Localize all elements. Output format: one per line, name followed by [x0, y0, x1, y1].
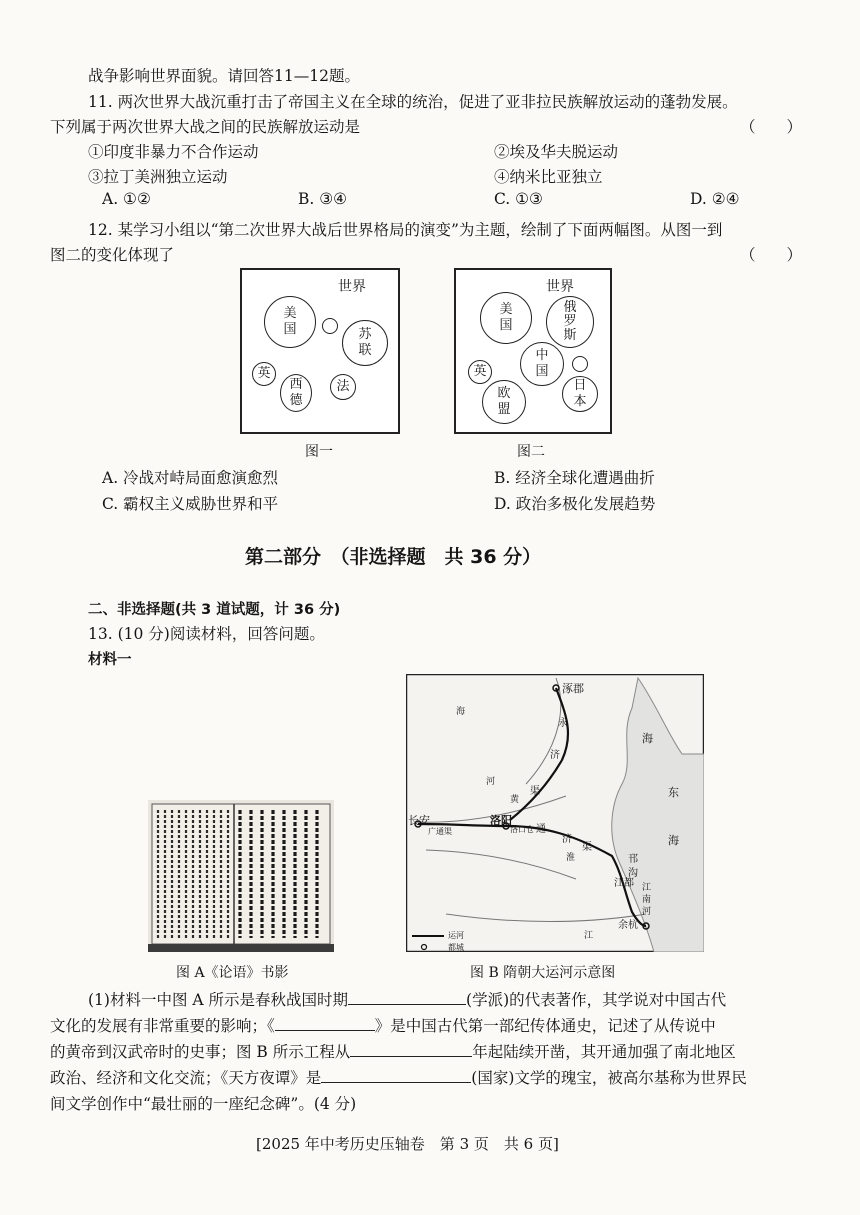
- q12-answer-paren: （ ）: [739, 246, 802, 264]
- canal-yongji-2: 济: [550, 750, 560, 761]
- page-footer: [2025 年中考历史压轴卷 第 3 页 共 6 页]: [256, 1135, 559, 1153]
- q13-1-text-f: 年起陆续开凿，其开通加强了南北地区: [472, 1043, 736, 1061]
- legend-capital: 都城: [448, 943, 464, 952]
- canal-jiangnan-1: 江: [642, 883, 652, 893]
- q13-1-text-c: 文化的发展有非常重要的影响；《: [50, 1017, 275, 1035]
- q11-option-c: C. ①③: [494, 190, 543, 208]
- figure-1-diagram: [240, 268, 400, 434]
- map-label-jiangdu: 江都: [614, 878, 634, 889]
- fig2-us-circle: 美 国: [480, 292, 532, 344]
- q13-stem: 13. (10 分)阅读材料，回答问题。: [88, 625, 325, 643]
- q11-item-3: ③拉丁美洲独立运动: [88, 168, 228, 186]
- fig1-world-label: 世界: [338, 279, 366, 295]
- canal-hangou-2: 沟: [628, 868, 638, 879]
- map-label-changan: 长安: [408, 814, 430, 827]
- map-label-zhuojun: 涿郡: [562, 682, 584, 695]
- sea-sea: 海: [668, 834, 679, 847]
- section-heading: 二、非选择题(共 3 道试题，计 36 分): [88, 602, 341, 618]
- river-huanghe: 黄: [510, 795, 520, 805]
- fig2-russia-circle: 俄 罗 斯: [546, 296, 594, 348]
- blank-country[interactable]: [321, 1067, 471, 1083]
- sea-east: 东: [668, 786, 679, 799]
- q13-1-line2: [50, 1014, 716, 1036]
- q12-stem-line1: 12. 某学习小组以“第二次世界大战后世界格局的演变”为主题，绘制了下面两幅图。从图一到: [88, 221, 723, 239]
- q13-1-line1: [88, 988, 726, 1010]
- legend-canal: 运河: [448, 931, 464, 940]
- river-hai-2: 河: [486, 777, 496, 787]
- q13-1-line3: [50, 1040, 736, 1062]
- q12-option-a: A. 冷战对峙局面愈演愈烈: [102, 469, 279, 487]
- part2-title: 第二部分 （非选择题 共 36 分）: [245, 546, 542, 568]
- fig2-china-circle: 中 国: [520, 342, 564, 386]
- q12-option-d: D. 政治多极化发展趋势: [494, 495, 656, 513]
- canal-tongji-2: 济: [562, 834, 572, 845]
- map-label-yuhang: 余杭: [618, 920, 638, 931]
- fig1-small-circle: [322, 318, 338, 334]
- canal-yongji-3: 渠: [530, 786, 540, 797]
- figure-a-caption: 图 A《论语》书影: [176, 965, 289, 981]
- figure-a-book-image: [148, 800, 334, 952]
- blank-year[interactable]: [350, 1041, 472, 1057]
- q11-item-4: ④纳米比亚独立: [494, 168, 603, 186]
- q13-1-text-a: (1)材料一中图 A 所示是春秋战国时期: [88, 991, 349, 1009]
- q11-stem-line1: 11. 两次世界大战沉重打击了帝国主义在全球的统治，促进了亚非拉民族解放运动的蓬勃发展。: [88, 93, 738, 111]
- canal-yongji-1: 永: [558, 718, 568, 729]
- q11-answer-paren: （ ）: [739, 118, 802, 136]
- material1-label: 材料一: [88, 652, 132, 668]
- q12-stem-line2: 图二的变化体现了: [50, 246, 175, 264]
- figure-2-caption: 图二: [517, 444, 545, 460]
- q13-1-text-g: 政治、经济和文化交流；《天方夜谭》是: [50, 1069, 322, 1087]
- fig2-uk-circle: 英: [468, 360, 492, 384]
- figure-1-caption: 图一: [305, 444, 333, 460]
- blank-school[interactable]: [348, 989, 466, 1005]
- fig2-japan-circle: 日 本: [562, 376, 598, 412]
- fig1-uk-circle: 英: [252, 362, 276, 386]
- fig2-small-circle: [572, 356, 588, 372]
- canal-tongji-3: 渠: [582, 842, 592, 853]
- canal-jiangnan-3: 河: [642, 907, 652, 917]
- fig1-wgermany-circle: 西 德: [280, 374, 312, 412]
- figure-2-diagram: [454, 268, 612, 434]
- q11-option-d: D. ②④: [690, 190, 740, 208]
- q11-item-2: ②埃及华夫脱运动: [494, 143, 619, 161]
- q13-1-line4: [50, 1066, 747, 1088]
- blank-book[interactable]: [275, 1015, 375, 1031]
- river-hai-1: 海: [456, 707, 466, 717]
- canal-jiangnan-2: 南: [642, 895, 652, 905]
- q11-item-1: ①印度非暴力不合作运动: [88, 143, 259, 161]
- fig1-ussr-circle: 苏 联: [342, 320, 388, 366]
- map-label-luokou: 洛口仓: [510, 825, 534, 834]
- map-label-guangtong: 广通渠: [428, 827, 452, 836]
- river-huai: 淮: [566, 853, 576, 863]
- sea-bohai: 海: [642, 732, 653, 745]
- intro-text: 战争影响世界面貌。请回答11—12题。: [88, 67, 360, 85]
- canal-tongji-1: 通: [536, 824, 546, 835]
- q11-option-b: B. ③④: [298, 190, 348, 208]
- q13-1-text-d: 》是中国古代第一部纪传体通史，记述了从传说中: [374, 1017, 716, 1035]
- river-jiang: 江: [584, 931, 594, 941]
- q13-1-text-b: (学派)的代表著作，其学说对中国古代: [466, 991, 727, 1009]
- q13-1-text-h: (国家)文学的瑰宝，被高尔基称为世界民: [471, 1069, 747, 1087]
- map-label-luoyang: 洛阳: [490, 814, 512, 827]
- q11-option-a: A. ①②: [102, 190, 151, 208]
- fig1-france-circle: 法: [330, 374, 356, 400]
- canal-hangou-1: 邗: [628, 854, 638, 865]
- q11-stem-line2: 下列属于两次世界大战之间的民族解放运动是: [50, 118, 361, 136]
- q12-option-c: C. 霸权主义威胁世界和平: [102, 495, 279, 513]
- q13-1-text-e: 的黄帝到汉武帝时的史事；图 B 所示工程从: [50, 1043, 351, 1061]
- fig2-world-label: 世界: [546, 279, 574, 295]
- q12-option-b: B. 经济全球化遭遇曲折: [494, 469, 655, 487]
- fig1-us-circle: 美 国: [264, 296, 316, 348]
- fig2-eu-circle: 欧 盟: [482, 380, 526, 424]
- figure-b-caption: 图 B 隋朝大运河示意图: [470, 965, 616, 981]
- q13-1-line5: 间文学创作中“最壮丽的一座纪念碑”。(4 分): [50, 1095, 357, 1113]
- figure-b-canal-map: [406, 674, 704, 952]
